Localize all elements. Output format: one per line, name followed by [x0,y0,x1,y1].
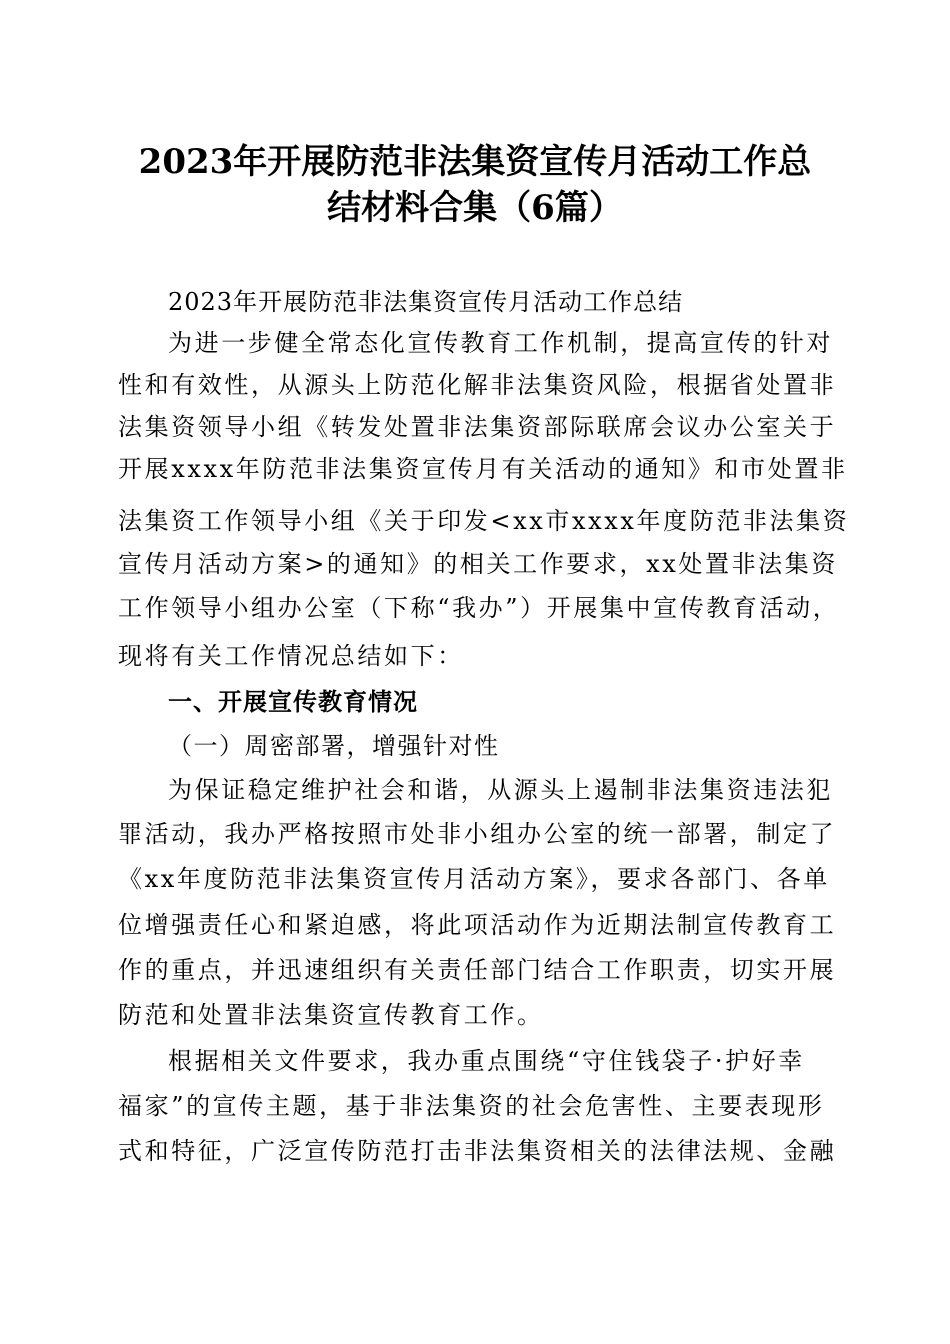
paragraph-line: 法集资工作领导小组《关于印发<xx市xxxx年度防范非法集资 [118,507,850,535]
heading-level-1: 一、开展宣传教育情况 [168,688,418,716]
document-title-line-2: 结材料合集（6篇） [327,188,623,228]
heading-level-2: （一）周密部署，增强针对性 [168,732,500,760]
paragraph-line: 位增强责任心和紧迫感，将此项活动作为近期法制宣传教育工 [118,911,837,939]
paragraph-line: 作的重点，并迅速组织有关责任部门结合工作职责，切实开展 [118,956,837,984]
paragraph-line: 法集资领导小组《转发处置非法集资部际联席会议办公室关于 [118,413,837,441]
paragraph-line: 根据相关文件要求，我办重点围绕“守住钱袋子·护好幸 [168,1047,805,1075]
paragraph-line: 宣传月活动方案>的通知》的相关工作要求，xx处置非法集资 [118,550,838,578]
document-title-line-1: 2023年开展防范非法集资宣传月活动工作总 [138,142,812,182]
paragraph-line: 现将有关工作情况总结如下： [118,642,464,670]
section-subtitle: 2023年开展防范非法集资宣传月活动工作总结 [168,288,684,316]
paragraph-line: 式和特征，广泛宣传防范打击非法集资相关的法律法规、金融 [118,1137,837,1165]
paragraph-line: 工作领导小组办公室（下称“我办”）开展集中宣传教育活动， [118,594,840,622]
paragraph-line: 罪活动，我办严格按照市处非小组办公室的统一部署，制定了 [118,820,837,848]
paragraph-line: 为进一步健全常态化宣传教育工作机制，提高宣传的针对 [168,329,833,357]
paragraph-line: 福家”的宣传主题，基于非法集资的社会危害性、主要表现形 [118,1092,825,1120]
paragraph-line: 开展xxxx年防范非法集资宣传月有关活动的通知》和市处置非 [118,455,848,483]
paragraph-line: 为保证稳定维护社会和谐，从源头上遏制非法集资违法犯 [168,776,833,804]
paragraph-line: 《xx年度防范非法集资宣传月活动方案》，要求各部门、各单 [118,865,830,893]
paragraph-line: 性和有效性，从源头上防范化解非法集资风险，根据省处置非 [118,371,837,399]
paragraph-line: 防范和处置非法集资宣传教育工作。 [118,1001,544,1029]
